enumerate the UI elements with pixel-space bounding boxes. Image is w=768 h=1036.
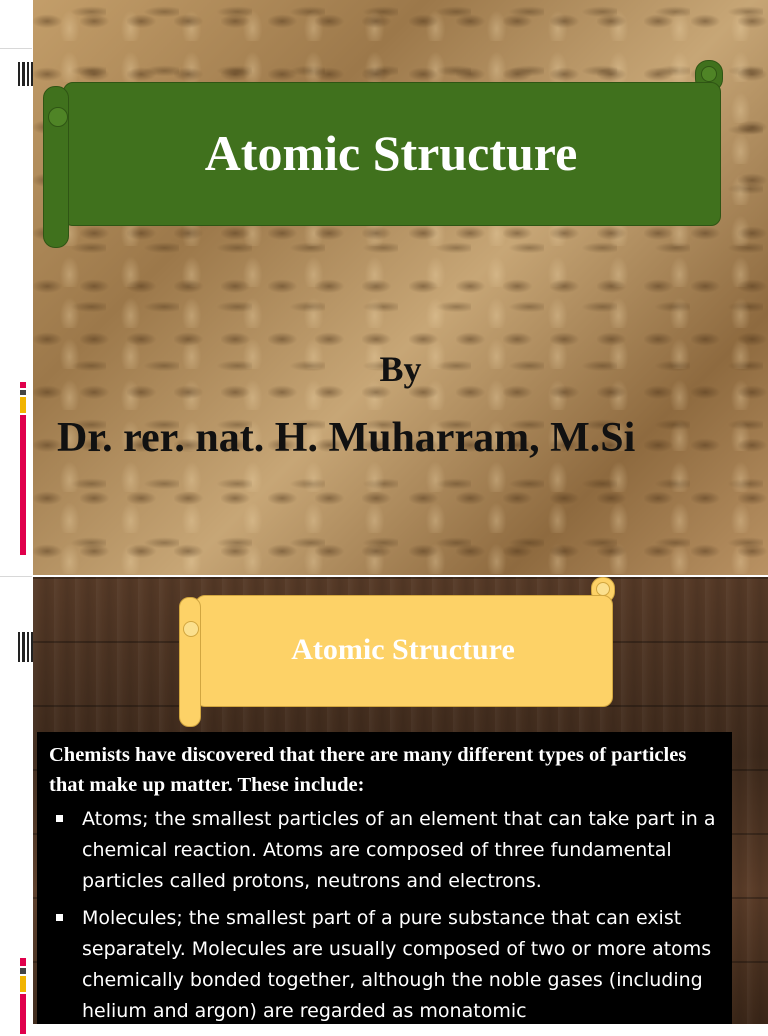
rail-divider bbox=[0, 576, 32, 577]
by-label: By bbox=[379, 349, 422, 389]
slide1-handle-icon[interactable] bbox=[18, 62, 34, 86]
slide1-title: Atomic Structure bbox=[204, 125, 578, 181]
title-banner-scroll bbox=[43, 60, 723, 250]
bullet-list bbox=[49, 804, 722, 1024]
intro-paragraph: Chemists have discovered that there are many different types of particles that make up matter. These include: bbox=[49, 744, 687, 796]
slide2-handle-icon[interactable] bbox=[18, 632, 34, 662]
content-text-box bbox=[37, 732, 732, 1024]
rail-divider bbox=[0, 48, 32, 49]
list-item bbox=[49, 903, 722, 1024]
slide-thumbnail-rail bbox=[0, 0, 32, 1024]
slide1-marker-icon bbox=[20, 382, 26, 557]
bullet-text: Atoms; the smallest particles of an element that can take part in a chemical reaction. Atoms are composed of three fundamental particles called protons, neutrons and electrons. bbox=[82, 808, 716, 892]
slide-1[interactable] bbox=[33, 0, 768, 575]
slide2-marker-icon bbox=[20, 958, 26, 1036]
list-item bbox=[49, 804, 722, 897]
bullet-text: Molecules; the smallest part of a pure substance that can exist separately. Molecules are usually composed of two or more atoms chemically bonded together, although the noble gases (including helium and argon) are regarded as monatomic bbox=[82, 907, 712, 1022]
slide2-title: Atomic Structure bbox=[291, 633, 515, 666]
bullet-square-icon bbox=[56, 914, 63, 921]
title-banner-scroll bbox=[179, 577, 615, 727]
slide-2[interactable] bbox=[33, 577, 768, 1024]
author-name: Dr. rer. nat. H. Muharram, M.Si bbox=[57, 415, 636, 461]
bullet-square-icon bbox=[56, 815, 63, 822]
